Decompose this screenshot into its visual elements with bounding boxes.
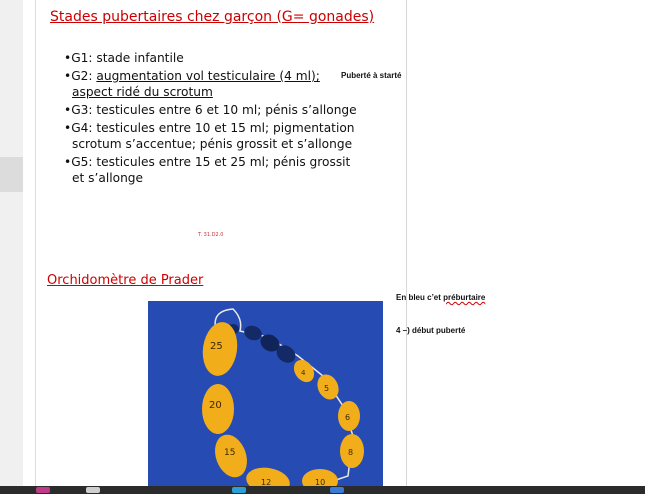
slide-title: Stades pubertaires chez garçon (G= gonades) bbox=[50, 9, 375, 25]
document-viewport bbox=[23, 0, 645, 486]
orchidometer-image bbox=[148, 301, 383, 486]
bullet-continuation: aspect ridé du scrotum bbox=[72, 85, 213, 99]
bullet-prefix: •G5: bbox=[64, 155, 97, 169]
orchidometer-title: Orchidomètre de Prader bbox=[47, 273, 204, 288]
annotation-puberty-start: 4 –) début puberté bbox=[396, 326, 466, 335]
bead-8 bbox=[340, 434, 364, 468]
annotation-blue bbox=[396, 293, 485, 302]
orchidometer-photo bbox=[148, 301, 383, 486]
bullet-text: testicules entre 15 et 25 ml; pénis grossit bbox=[96, 155, 351, 169]
bead-label: 5 bbox=[324, 384, 330, 393]
file-icon[interactable] bbox=[86, 487, 100, 493]
annotation-g2: Puberté à starté bbox=[341, 71, 402, 80]
bullet-continuation: scrotum s’accentue; pénis grossit et s’allonge bbox=[72, 137, 353, 151]
app-icon[interactable] bbox=[36, 487, 50, 493]
bullet-continuation: et s’allonge bbox=[72, 171, 144, 185]
bead-label: 12 bbox=[261, 478, 272, 486]
taskbar bbox=[0, 486, 645, 494]
bullet-text: testicules entre 6 et 10 ml; pénis s’allonge bbox=[96, 103, 357, 117]
bullet-prefix: •G2: bbox=[64, 69, 97, 83]
bead-20 bbox=[202, 384, 234, 434]
bullet-g1 bbox=[64, 50, 396, 66]
bead-label: 6 bbox=[345, 413, 351, 422]
app-icon-2[interactable] bbox=[330, 487, 344, 493]
bead-label: 25 bbox=[210, 341, 223, 352]
browser-icon[interactable] bbox=[232, 487, 246, 493]
bullet-prefix: •G1: bbox=[64, 51, 97, 65]
bullet-text: stade infantile bbox=[96, 51, 184, 65]
left-panel bbox=[0, 0, 24, 486]
bead-6 bbox=[338, 401, 360, 431]
bullet-text: testicules entre 10 et 15 ml; pigmentation bbox=[96, 121, 355, 135]
bead-label: 8 bbox=[348, 448, 354, 457]
bead-label: 20 bbox=[209, 400, 222, 411]
bead-label: 10 bbox=[315, 478, 326, 486]
bead-label: 15 bbox=[224, 448, 236, 458]
bullet-g3 bbox=[64, 102, 396, 118]
bead-label: 4 bbox=[301, 369, 306, 377]
annotation-blue-word: préburtaire bbox=[443, 293, 486, 302]
footnote-code: T. 31.D2.0 bbox=[198, 232, 224, 238]
annotation-blue-prefix: En bleu c’et bbox=[396, 293, 444, 302]
bullet-prefix: •G4: bbox=[64, 121, 97, 135]
bullet-text: augmentation vol testiculaire (4 ml); bbox=[96, 69, 320, 83]
bullet-prefix: •G3: bbox=[64, 103, 97, 117]
bullet-g4 bbox=[64, 120, 396, 152]
bullet-g5 bbox=[64, 154, 396, 186]
panel-tab[interactable] bbox=[0, 157, 23, 192]
